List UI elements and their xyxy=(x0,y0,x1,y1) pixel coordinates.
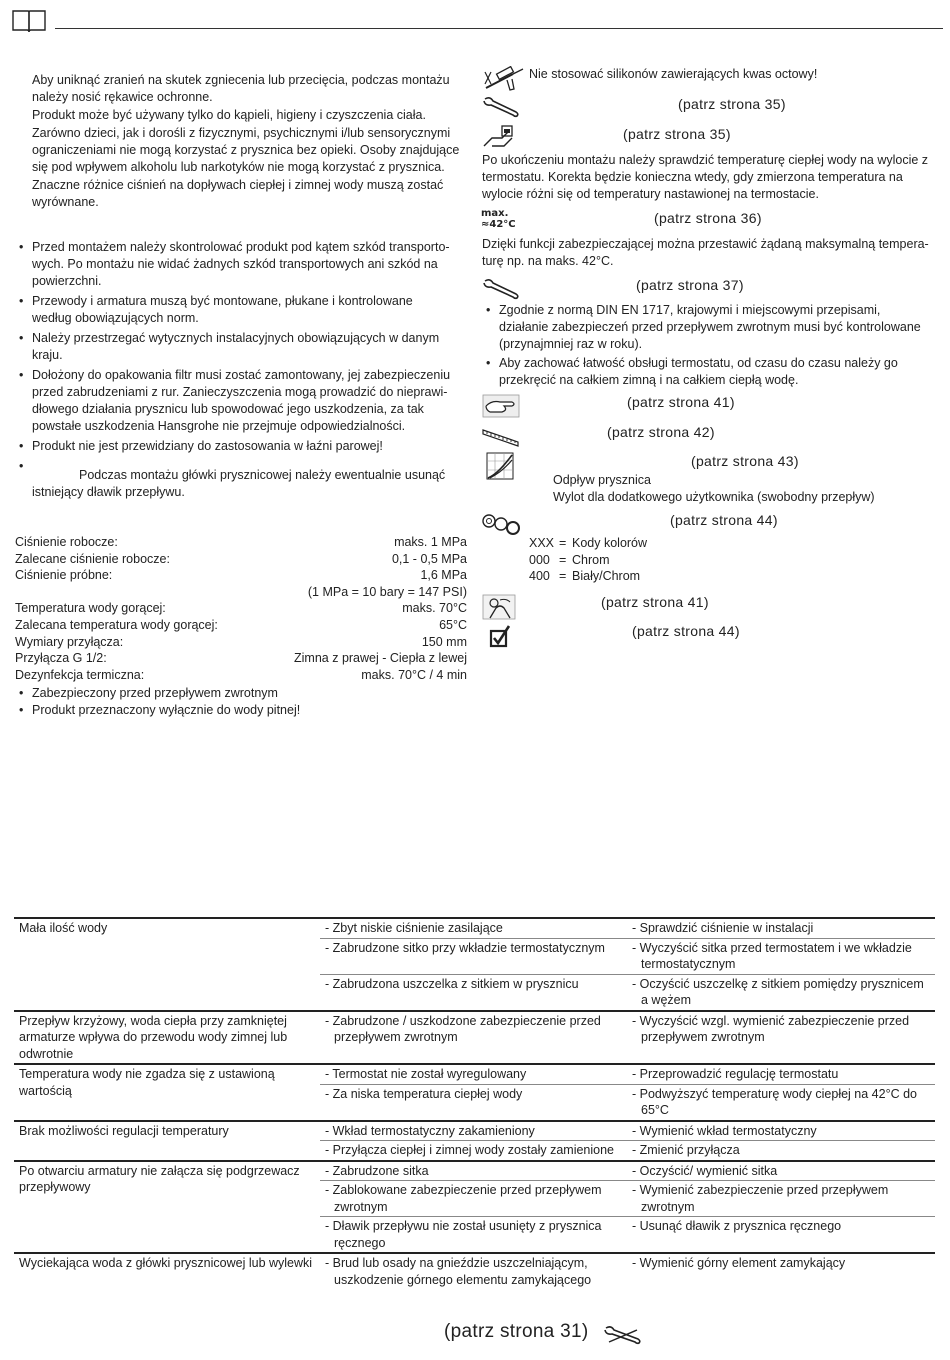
spec-label: Przyłącza G 1/2: xyxy=(15,651,107,666)
cause-cell: - Brud lub osady na gnieździe uszczelniającym, uszkodzenie górnego elementu zamykającego xyxy=(320,1253,627,1289)
table-row xyxy=(14,1253,935,1289)
remedy-cell: - Wyczyścić sitka przed termostatem i we wkładzie termostatycznym xyxy=(627,938,935,974)
spec-row xyxy=(15,600,467,617)
remedy-cell: - Usunąć dławik z prysznica ręcznego xyxy=(632,1219,842,1233)
spec-row xyxy=(15,584,467,601)
cause-cell: - Dławik przepływu nie został usunięty z prysznica ręcznego xyxy=(325,1219,602,1250)
spec-label: Dezynfekcja termiczna: xyxy=(15,667,145,682)
safety-paragraph: Zarówno dzieci, jak i dorośli z fizycznymi, psychicznymi i/lub sensorycznymi ograniczeniami nie mogą korzystać z prysznica bez opieki. Osoby znajdujące się pod wpływem alkoholu lub narkotyków nie mogą korzystać z prysznica. xyxy=(32,126,460,174)
remedy-cell: - Przeprowadzić regulację termostatu xyxy=(627,1064,935,1084)
color-eq: = xyxy=(559,536,567,550)
cause-cell: - Zablokowane zabezpieczenie przed przepływem zwrotnym xyxy=(320,1181,627,1217)
color-name: Kody kolorów xyxy=(572,536,648,550)
cause-cell: - Zabrudzone sitko przy wkładzie termostatycznym xyxy=(320,938,627,974)
safety-stop-text: Dzięki funkcji zabezpieczającej można przestawić żądaną maksymalną tempera-turę np. na maks. 42°C. xyxy=(482,237,929,268)
spec-value: 65°C xyxy=(439,617,467,632)
remedy-cell: - Wymienić zabezpieczenie przed przepływem zwrotnym xyxy=(627,1181,935,1217)
spec-label: Zalecane ciśnienie robocze: xyxy=(15,551,170,566)
safety-paragraph: Znaczne różnice ciśnień na dopływach ciepłej i zimnej wody muszą zostać wyrównane. xyxy=(32,178,444,209)
remedy-cell: - Wyczyścić wzgl. wymienić zabezpieczenie przed przepływem zwrotnym xyxy=(627,1011,935,1065)
color-code: XXX xyxy=(529,536,555,550)
fault-cell: Temperatura wody nie zgadza się z ustawioną wartością xyxy=(14,1064,320,1121)
troubleshooting-table xyxy=(14,917,935,1289)
spec-row xyxy=(15,567,467,584)
page-ref-44: (patrz strona 44) xyxy=(670,512,778,528)
page-ref-41: (patrz strona 41) xyxy=(601,594,709,610)
fault-cell: Wyciekająca woda z główki prysznicowej lub wylewki xyxy=(14,1253,320,1289)
spec-label: Temperatura wody gorącej: xyxy=(15,601,166,616)
ruler-icon xyxy=(482,424,520,448)
spec-value: maks. 70°C / 4 min xyxy=(361,667,467,682)
spec-row xyxy=(15,634,467,651)
page-ref-36: (patrz strona 36) xyxy=(654,210,762,226)
remedy-cell: - Oczyścić uszczelkę z sitkiem pomiędzy prysznicem a wężem xyxy=(632,976,924,1007)
page-ref-41: (patrz strona 41) xyxy=(627,394,735,410)
cleaning-hand-icon xyxy=(482,124,518,150)
cause-cell: - Zabrudzona uszczelka z sitkiem w prysznicu xyxy=(325,976,579,991)
cause-cell: - Za niska temperatura ciepłej wody xyxy=(325,1086,523,1101)
max-temp-icon xyxy=(481,208,516,230)
color-code-row xyxy=(529,552,647,569)
table-row xyxy=(14,1121,935,1141)
flow-diagram-icon xyxy=(486,452,514,480)
color-code-row xyxy=(529,568,647,585)
page-ref-35: (patrz strona 35) xyxy=(623,126,731,142)
spec-value: 150 mm xyxy=(421,634,467,649)
cause-cell: - Zabrudzone sitka xyxy=(320,1161,627,1181)
spec-row xyxy=(15,617,467,634)
mounting-bullet: • Produkt nie jest przewidziany do zastosowania w łaźni parowej! xyxy=(15,438,455,455)
mounting-note: Podczas montażu główki prysznicowej należy ewentualnie usunąć istniejący dławik przepływu. xyxy=(32,468,446,499)
spec-row xyxy=(15,650,467,667)
checkbox-icon xyxy=(489,625,513,649)
color-code: 000 xyxy=(529,552,550,567)
maintenance-bullet: • Aby zachować łatwość obsługi termostatu, od czasu do czasu należy go przekręcić na całkiem zimną i na całkiem ciepłą wodę. xyxy=(482,355,932,389)
safety-paragraph: Produkt może być używany tylko do kąpieli, higieny i czyszczenia ciała. xyxy=(32,108,426,122)
spec-value: Zimna z prawej - Ciepła z lewej xyxy=(294,651,467,666)
cause-cell: - Zbyt niskie ciśnienie zasilające xyxy=(320,918,627,938)
fault-cell: Po otwarciu armatury nie załącza się podgrzewacz przepływowy xyxy=(14,1161,320,1254)
mounting-bullet: • Przewody i armatura muszą być montowane, płukane i kontrolowane według obowiązujących norm. xyxy=(15,293,455,327)
page-ref-44: (patrz strona 44) xyxy=(632,623,740,639)
color-eq: = xyxy=(559,552,567,567)
spec-value: 0,1 - 0,5 MPa xyxy=(391,551,467,566)
remedy-cell: - Podwyższyć temperaturę wody ciepłej na 42°C do 65°C xyxy=(632,1086,917,1117)
color-code: 400 xyxy=(529,569,550,583)
spec-row xyxy=(15,667,467,684)
remedy-cell: - Zmienić przyłącza xyxy=(632,1143,740,1157)
remedy-cell: - Wymienić wkład termostatyczny xyxy=(627,1121,935,1141)
wrench-icon xyxy=(482,96,520,118)
spec-label: Ciśnienie robocze: xyxy=(15,535,118,549)
page-ref-43: (patrz strona 43) xyxy=(691,453,799,469)
fault-cell: Mała ilość wody xyxy=(14,918,320,1011)
fault-cell: Brak możliwości regulacji temperatury xyxy=(14,1121,320,1161)
spec-row xyxy=(15,551,467,568)
remedy-cell: - Sprawdzić ciśnienie w instalacji xyxy=(627,918,935,938)
hand-icon xyxy=(482,394,520,418)
spec-label: Zalecana temperatura wody gorącej: xyxy=(15,617,218,632)
footer-page-ref: (patrz strona 31) xyxy=(444,1321,589,1342)
cause-cell: - Termostat nie został wyregulowany xyxy=(320,1064,627,1084)
color-eq: = xyxy=(559,569,567,583)
table-row xyxy=(14,918,935,938)
tech-specs xyxy=(15,534,467,719)
mounting-bullet: • Dołożony do opakowania filtr musi zostać zamontowany, jej zabezpieczeniu przed zabrudzeniami z rur. Zanieczyszczenia mogą prowadzić do nieprawi-dłowego działania prysznicu lub spowodować jego uszkodzenia, za tak powstałe uszkodzenia Hansgrohe nie przejmuje odpowiedzialności. xyxy=(15,367,455,435)
safety-paragraph: Aby uniknąć zranień na skutek zgniecenia lub przecięcia, podczas montażu należy nosić rękawice ochronne. xyxy=(32,73,450,104)
page-ref-35: (patrz strona 35) xyxy=(678,96,786,112)
spec-value: maks. 70°C xyxy=(402,601,467,616)
calibration-text: Po ukończeniu montażu należy sprawdzić temperaturę ciepłej wody na wylocie z termostatu. Korekta będzie konieczna wtedy, gdy zmierzona temperatura na wylocie różni się od temperatury nastawionej na termostacie. xyxy=(482,153,929,201)
max-label: max. xyxy=(481,208,509,219)
color-name: Biały/Chrom xyxy=(572,569,641,583)
cause-cell: - Przyłącza ciepłej i zimnej wody zostały zamienione xyxy=(325,1143,615,1157)
operation-hand-icon xyxy=(482,594,516,620)
remedy-cell: - Oczyścić/ wymienić sitka xyxy=(627,1161,935,1181)
flow-additional: Wylot dla dodatkowego użytkownika (swobodny przepływ) xyxy=(553,490,875,504)
header-rule xyxy=(55,28,943,29)
silicone-warning: Nie stosować silikonów zawierających kwas octowy! xyxy=(529,67,818,81)
spec-value: (1 MPa = 10 bary = 147 PSI) xyxy=(307,584,467,599)
color-code-row xyxy=(529,535,647,552)
maintenance-notes xyxy=(482,302,932,389)
remedy-cell: - Wymienić górny element zamykający xyxy=(627,1253,935,1289)
max-temp-value: ≈42°C xyxy=(481,219,516,230)
spec-label: Wymiary przyłącza: xyxy=(15,634,124,649)
color-codes xyxy=(529,535,647,585)
fault-cell: Przepływ krzyżowy, woda ciepła przy zamkniętej armaturze wpływa do przewodu wody zimnej lub odwrotnie xyxy=(14,1011,320,1065)
wrench-icon xyxy=(482,278,520,300)
safety-notes xyxy=(32,72,466,212)
cause-cell: - Wkład termostatyczny zakamieniony xyxy=(320,1121,627,1141)
spec-bullet: • Produkt przeznaczony wyłącznie do wody pitnej! xyxy=(15,702,467,719)
wrench-icon xyxy=(603,1324,643,1346)
mounting-notes xyxy=(15,239,455,477)
page-ref-42: (patrz strona 42) xyxy=(607,424,715,440)
spare-parts-icon xyxy=(481,512,523,536)
spec-row xyxy=(15,534,467,551)
spec-label: Ciśnienie próbne: xyxy=(15,568,113,583)
mounting-bullet: • Należy przestrzegać wytycznych instalacyjnych obowiązujących w danym kraju. xyxy=(15,330,455,364)
color-name: Chrom xyxy=(572,552,610,567)
silicone-gun-icon xyxy=(483,66,525,92)
spec-bullet: • Zabezpieczony przed przepływem zwrotnym xyxy=(15,685,467,702)
spec-value: maks. 1 MPa xyxy=(394,535,467,549)
book-icon xyxy=(12,8,46,34)
page-ref-37: (patrz strona 37) xyxy=(636,277,744,293)
maintenance-bullet: • Zgodnie z normą DIN EN 1717, krajowymi i miejscowymi przepisami, działanie zabezpieczeń przed przepływem zwrotnym musi być kontrolowane (przynajmniej raz w roku). xyxy=(482,302,932,353)
cause-cell: - Zabrudzone / uszkodzone zabezpieczenie przed przepływem zwrotnym xyxy=(320,1011,627,1065)
flow-shower: Odpływ prysznica xyxy=(553,473,651,487)
table-row xyxy=(14,1161,935,1181)
table-row xyxy=(14,1064,935,1084)
spec-value: 1,6 MPa xyxy=(420,568,467,583)
mounting-bullet: • Przed montażem należy skontrolować produkt pod kątem szkód transporto-wych. Po montażu nie widać żadnych szkód transportowych ani szkód na powierzchni. xyxy=(15,239,455,290)
table-row xyxy=(14,1011,935,1065)
